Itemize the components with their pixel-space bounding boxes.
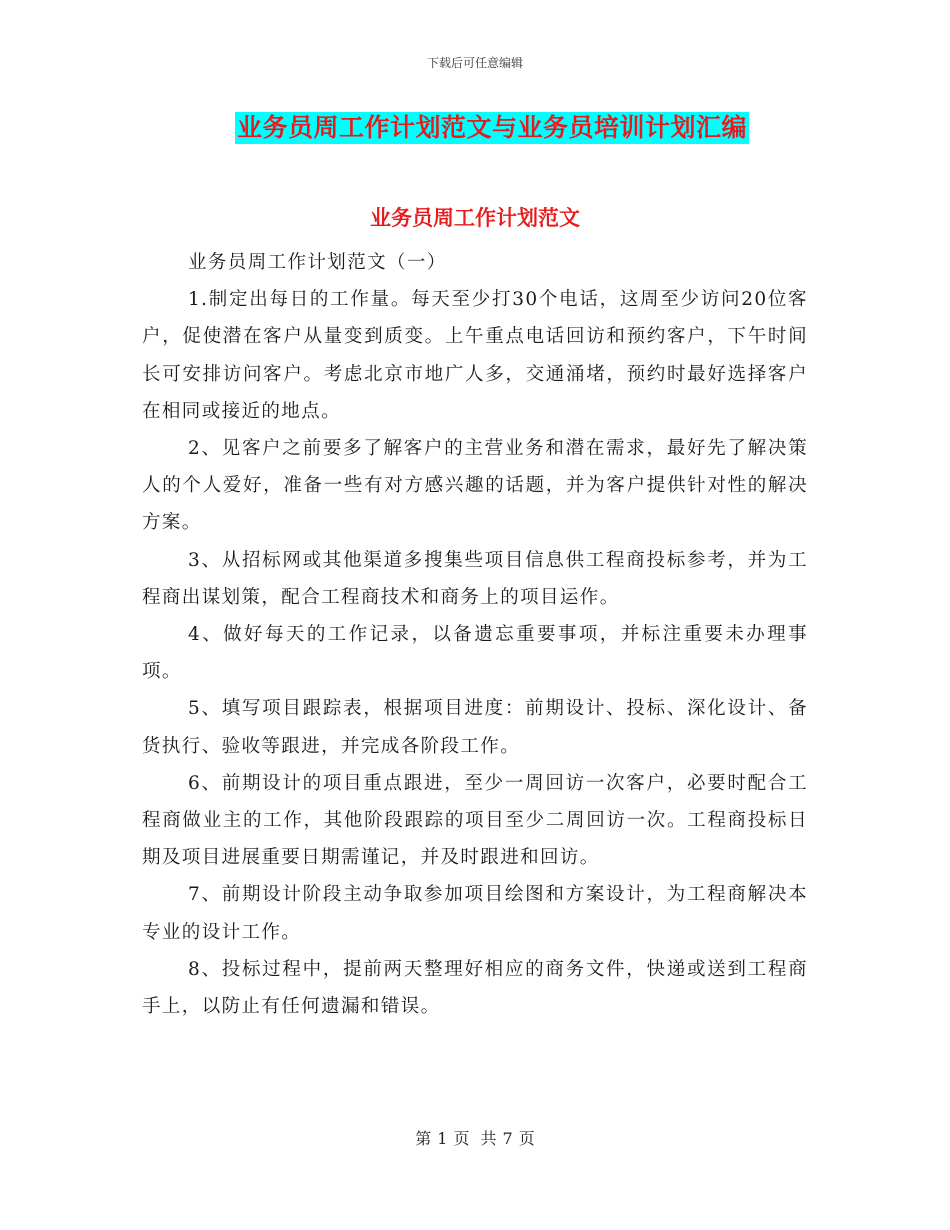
document-body [142, 244, 808, 1025]
footer-middle: 页 共 [453, 1129, 497, 1148]
paragraph-subheading: 业务员周工作计划范文（一） [188, 252, 447, 273]
footer-prefix: 第 [415, 1129, 432, 1148]
document-title: 业务员周工作计划范文与业务员培训计划汇编 [237, 113, 748, 142]
total-pages-number: 7 [502, 1129, 513, 1148]
page-footer [0, 1126, 950, 1149]
paragraph-item-2: 2、见客户之前要多了解客户的主营业务和潜在需求，最好先了解决策人的个人爱好，准备一些有对方感兴趣的话题，并为客户提供针对性的解决方案。 [142, 438, 808, 534]
current-page-number: 1 [437, 1129, 448, 1148]
paragraph-item-6: 6、前期设计的项目重点跟进，至少一周回访一次客户，必要时配合工程商做业主的工作，其他阶段跟踪的项目至少二周回访一次。工程商投标日期及项目进展重要日期需谨记，并及时跟进和回访。 [142, 772, 808, 869]
paragraph-item-5: 5、填写项目跟踪表，根据项目进度：前期设计、投标、深化设计、备货执行、验收等跟进，并完成各阶段工作。 [142, 698, 808, 757]
paragraph-item-1: 1.制定出每日的工作量。每天至少打30个电话，这周至少访问20位客户，促使潜在客户从量变到质变。上午重点电话回访和预约客户，下午时间长可安排访问客户。考虑北京市地广人多，交通涌堵，预约时最好选择客户在相同或接近的地点。 [142, 289, 808, 422]
paragraph-item-7: 7、前期设计阶段主动争取参加项目绘图和方案设计，为工程商解决本专业的设计工作。 [142, 884, 808, 943]
paragraph-item-8: 8、投标过程中，提前两天整理好相应的商务文件，快递或送到工程商手上，以防止有任何遗漏和错误。 [142, 958, 808, 1018]
footer-suffix: 页 [518, 1129, 535, 1148]
paragraph-item-3: 3、从招标网或其他渠道多搜集些项目信息供工程商投标参考，并为工程商出谋划策，配合工程商技术和商务上的项目运作。 [142, 549, 808, 608]
header-note: 下载后可任意编辑 [426, 56, 523, 70]
section-title: 业务员周工作计划范文 [370, 205, 580, 230]
paragraph-item-4: 4、做好每天的工作记录，以备遗忘重要事项，并标注重要未办理事项。 [142, 624, 808, 683]
